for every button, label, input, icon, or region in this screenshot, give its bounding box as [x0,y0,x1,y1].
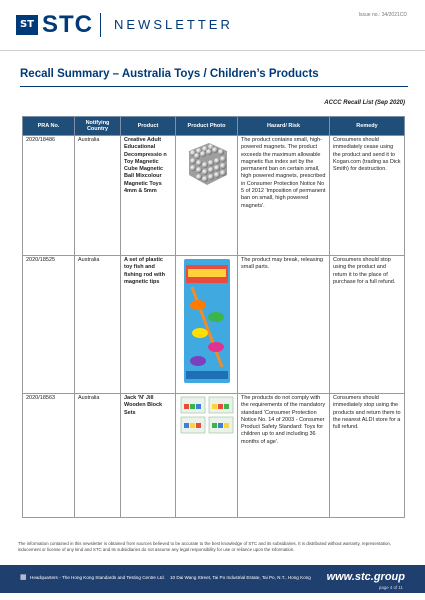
hazard-text: The product may break, releasing small parts. [238,256,330,394]
stc-logo-text: STC [42,11,93,38]
pra-number: 2020/18563 [23,394,75,518]
col-header-product: Product [121,117,176,136]
website-link[interactable]: www.stc.group [326,571,405,583]
hazard-text: The products do not comply with the requirements of the mandatory standard 'Consumer Protection Notice No. 14 of 2003 - Consumer Product Safety Standard: Toys for children up to and including 36 months of age'. [238,394,330,518]
header-divider [100,13,101,37]
remedy-text: Consumers should immediately stop using the products and return them to the nearest ALDI store for a full refund. [330,394,405,518]
stc-logo-mark: ST [16,15,38,35]
product-name: A set of plastic toy fish and fishing rod with magnetic tips [121,256,176,394]
remedy-text: Consumers should immediately cease using the product and send it to Kogan.com (trading as Dick Smith) for destruction. [330,136,405,256]
list-subtitle: ACCC Recall List (Sep 2020) [324,100,405,106]
col-header-hazard: Hazard/ Risk [238,117,330,136]
issue-number: Issue no.: 34/2021CD [358,12,407,18]
remedy-text: Consumers should stop using the product and return it to the place of purchase for a full refund. [330,256,405,394]
table-row [23,136,405,256]
title-underline [20,86,408,87]
fishing-toy-photo [179,257,235,385]
col-header-remedy: Remedy [330,117,405,136]
address-text: 10 Dai Wang Street, Tai Po Industrial Estate, Tai Po, N.T., Hong Kong [170,575,311,580]
headquarters-text: Headquarters - The Hong Kong Standards and Testing Centre Ltd. [30,575,165,580]
pra-number: 2020/18486 [23,136,75,256]
disclaimer: The information contained in this newsletter is obtained from sources believed to be accurate to the best knowledge of STC and its subsidiaries. It is distributed without warranty, representation, inducement or license of any kind and STC and its subsidiaries do not assume any legal responsibility for use or reliance upon the information. [18,541,392,552]
table-row [23,394,405,518]
page-number: page 4 of 11 [378,585,403,590]
product-name: Creative Adult Educational Decompressio n Toy Magnetic Cube Magnetic Ball Mixcolour Magnetic Toys 4mm & 5mm [121,136,176,256]
wooden-blocks-photo [179,395,235,435]
recall-table [22,116,405,518]
table-row [23,256,405,394]
product-photo-cell [176,394,238,518]
header-rule [0,50,425,51]
country: Australia [75,394,121,518]
magnetic-balls-photo [179,137,235,191]
product-name: Jack 'N' Jill Wooden Block Sets [121,394,176,518]
product-photo-cell [176,256,238,394]
pra-number: 2020/18525 [23,256,75,394]
footer-bar [0,565,425,593]
col-header-country: Notifying Country [75,117,121,136]
table-header-row [23,117,405,136]
col-header-photo: Product Photo [176,117,238,136]
country: Australia [75,256,121,394]
newsletter-label: NEWSLETTER [114,17,233,32]
col-header-pra: PRA No. [23,117,75,136]
product-photo-cell [176,136,238,256]
hazard-text: The product contains small, high-powered magnets. The product exceeds the maximum allowable magnetic flux index set by the permanent ban on certain small, high powered magnets, prescribed in Consumer Protection Notice No 5 of 2012 'Imposition of permanent ban on small, high powered magnets'. [238,136,330,256]
country: Australia [75,136,121,256]
page-title: Recall Summary – Australia Toys / Children’s Products [20,68,319,80]
building-icon: ▦ [20,574,27,581]
header [0,0,425,50]
